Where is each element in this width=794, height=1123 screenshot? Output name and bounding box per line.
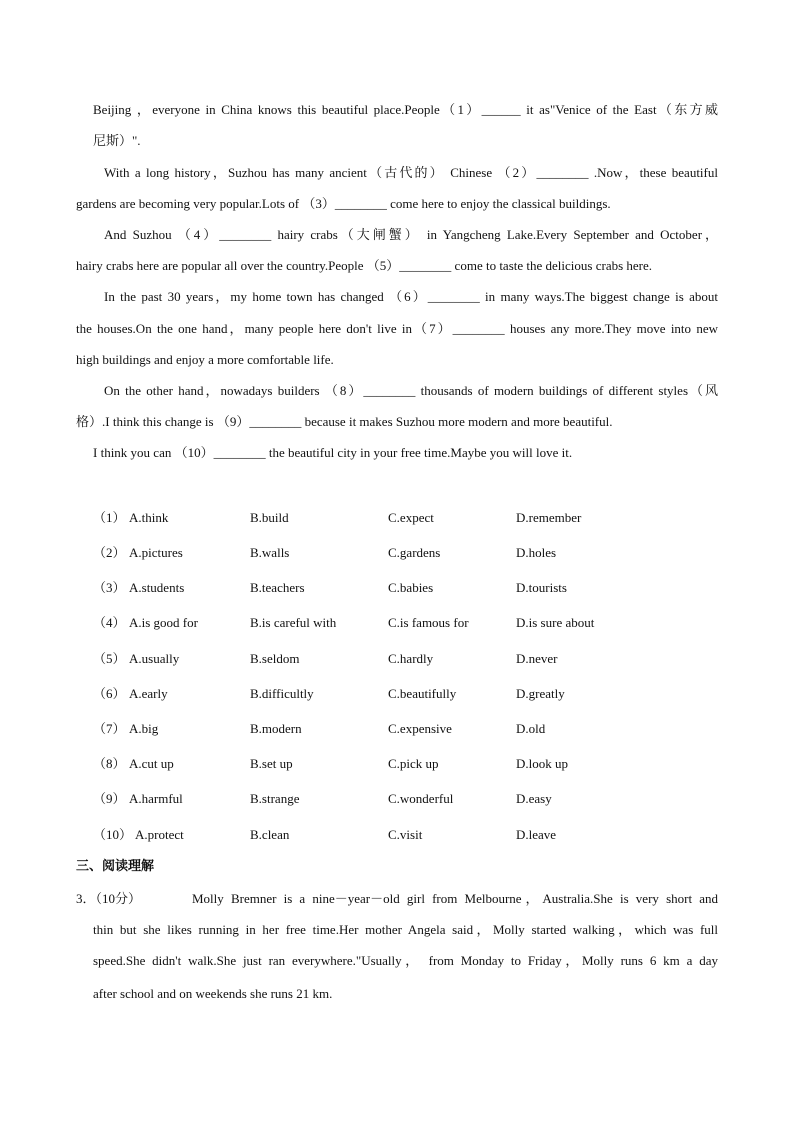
option-a: A.early (129, 686, 168, 701)
passage-line: hairy crabs here are popular all over the country.People （5）________ come to taste the delicious crabs here. (76, 258, 653, 273)
option-b: B.set up (250, 756, 293, 771)
passage-line: high buildings and enjoy a more comfortable life. (76, 352, 334, 367)
option-d: D.look up (516, 756, 568, 771)
option-b: B.clean (250, 827, 290, 842)
option-a: A.is good for (129, 615, 198, 630)
passage-line: 格）.I think this change is （9）________ because it makes Suzhou more modern and more beautiful. (76, 414, 613, 429)
passage-line: 尼斯）". (93, 133, 141, 148)
option-number: （10） (93, 827, 133, 842)
option-b: B.is careful with (250, 615, 337, 630)
question-line: after school and on weekends she runs 21 km. (93, 986, 333, 1001)
passage-line: Beijing ，everyone in China knows this beautiful place.People（1）______ it as"Venice of the East（东方威 (93, 102, 718, 117)
option-c: C.wonderful (388, 791, 454, 806)
option-d: D.remember (516, 510, 582, 525)
option-b: B.walls (250, 545, 290, 560)
option-d: D.tourists (516, 580, 567, 595)
option-d: D.holes (516, 545, 557, 560)
question-line: Molly Bremner is a nine－year－old girl from Melbourne，Australia.She is very short and (192, 891, 718, 906)
passage-line: the houses.On the one hand，many people here don't live in（7）________ houses any more.They move into new (76, 321, 718, 336)
section-heading: 三、阅读理解 (76, 859, 155, 874)
option-a: A.big (129, 721, 159, 736)
option-c: C.expensive (388, 721, 452, 736)
option-d: D.never (516, 651, 558, 666)
option-number: （9） (93, 791, 126, 806)
option-c: C.is famous for (388, 615, 469, 630)
option-a: A.think (129, 510, 169, 525)
option-d: D.leave (516, 827, 557, 842)
option-c: C.expect (388, 510, 434, 525)
option-c: C.beautifully (388, 686, 457, 701)
passage-line: And Suzhou （4）________ hairy crabs（大闸蟹） in Yangcheng Lake.Every September and October， (104, 227, 718, 242)
option-number: （1） (93, 510, 126, 525)
option-d: D.is sure about (516, 615, 595, 630)
option-a: A.students (129, 580, 185, 595)
option-number: （5） (93, 651, 126, 666)
option-d: D.old (516, 721, 546, 736)
option-b: B.build (250, 510, 289, 525)
option-number: （2） (93, 545, 126, 560)
question-line: thin but she likes running in her free time.Her mother Angela said，Molly started walking，which was full (93, 922, 718, 937)
option-c: C.hardly (388, 651, 434, 666)
option-c: C.pick up (388, 756, 439, 771)
passage-line: On the other hand，nowadays builders （8）________ thousands of modern buildings of different styles（风 (104, 383, 718, 398)
option-b: B.difficultly (250, 686, 314, 701)
option-c: C.visit (388, 827, 423, 842)
option-a: A.cut up (129, 756, 174, 771)
option-d: D.easy (516, 791, 552, 806)
option-number: （3） (93, 580, 126, 595)
option-number: （7） (93, 721, 126, 736)
passage-line: In the past 30 years，my home town has changed （6）________ in many ways.The biggest change is about (104, 289, 718, 304)
question-number: 3．（10分） (76, 891, 142, 906)
option-b: B.teachers (250, 580, 305, 595)
option-b: B.strange (250, 791, 300, 806)
option-d: D.greatly (516, 686, 565, 701)
option-a: A.usually (129, 651, 180, 666)
option-b: B.seldom (250, 651, 300, 666)
passage-line: gardens are becoming very popular.Lots of （3）________ come here to enjoy the classical buildings. (76, 196, 611, 211)
passage-line: With a long history，Suzhou has many ancient（古代的） Chinese （2）________ .Now，these beautiful (104, 165, 718, 180)
option-a: A.harmful (129, 791, 183, 806)
option-number: （6） (93, 686, 126, 701)
option-b: B.modern (250, 721, 302, 736)
option-c: C.gardens (388, 545, 441, 560)
option-number: （4） (93, 615, 126, 630)
option-c: C.babies (388, 580, 434, 595)
question-line: speed.She didn't walk.She just ran everywhere."Usually， from Monday to Friday，Molly runs 6 km a day (93, 953, 718, 968)
option-a: A.protect (135, 827, 184, 842)
option-a: A.pictures (129, 545, 183, 560)
passage-line: I think you can （10）________ the beautiful city in your free time.Maybe you will love it. (93, 445, 573, 460)
option-number: （8） (93, 756, 126, 771)
